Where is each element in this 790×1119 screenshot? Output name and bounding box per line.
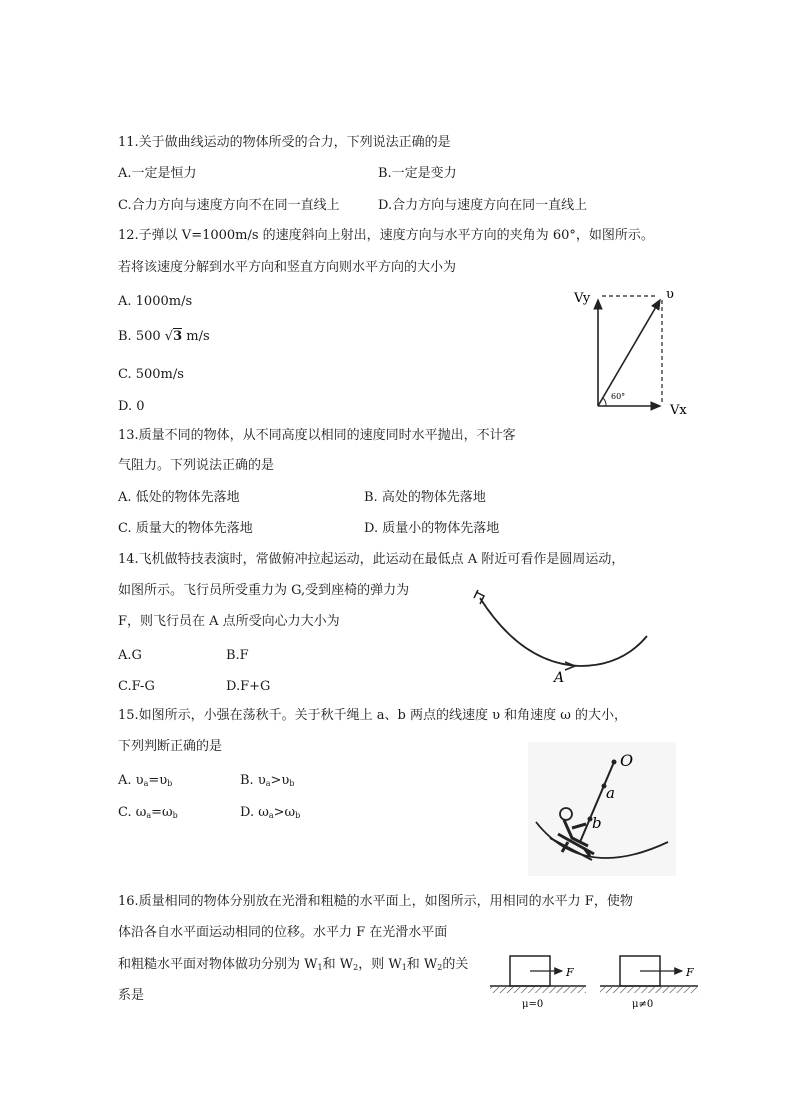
q12-option-b-unit: m/s bbox=[186, 329, 210, 344]
q13-option-b: B. 高处的物体先落地 bbox=[364, 490, 486, 505]
label-a: a bbox=[606, 784, 615, 802]
swing-figure bbox=[528, 742, 676, 876]
q13-option-c: C. 质量大的物体先落地 bbox=[118, 521, 253, 536]
q13-stem-line1: 13.质量不同的物体，从不同高度以相同的速度同时水平抛出，不计客 bbox=[118, 428, 516, 443]
q11-stem: 11.关于做曲线运动的物体所受的合力，下列说法正确的是 bbox=[118, 135, 451, 150]
q12-option-c: C. 500m/s bbox=[118, 367, 184, 382]
loop-path-figure bbox=[462, 586, 652, 686]
q14-option-b: B.F bbox=[226, 648, 249, 663]
surface-rough-hatch bbox=[600, 987, 698, 993]
vx-label: Vx bbox=[670, 403, 687, 418]
force-label-smooth: F bbox=[566, 966, 574, 979]
q12-option-b: B. 500 √3 m/s bbox=[118, 329, 210, 344]
q11-option-b: B.一定是变力 bbox=[378, 166, 457, 181]
q16-stem-line3: 和粗糙水平面对物体做功分别为 $W_1$和 $W_2$，则 $W_1$和 $W_2$的关 bbox=[118, 957, 469, 972]
q11-option-d: D.合力方向与速度方向在同一直线上 bbox=[378, 198, 588, 213]
q11-option-c: C.合力方向与速度方向不在同一直线上 bbox=[118, 198, 340, 213]
q14-stem-line1: 14.飞机做特技表演时，常做俯冲拉起运动，此运动在最低点 A 附近可看作是圆周运动， bbox=[118, 552, 625, 567]
q15-option-d: D. $\omega_a>\omega_b$ bbox=[240, 805, 301, 820]
q12-stem-line2: 若将该速度分解到水平方向和竖直方向则水平方向的大小为 bbox=[118, 260, 457, 275]
pivot-o bbox=[612, 760, 617, 765]
q14-option-d: D.F+G bbox=[226, 679, 271, 694]
swing-figure-background bbox=[528, 742, 676, 876]
q14-stem-line3: F，则飞行员在 A 点所受向心力大小为 bbox=[118, 614, 340, 629]
q12-option-b-root: 3 bbox=[173, 329, 183, 344]
angle-arc bbox=[603, 398, 606, 406]
point-a-label: A bbox=[554, 670, 565, 686]
q14-option-c: C.F-G bbox=[118, 679, 155, 694]
q12-option-d: D. 0 bbox=[118, 399, 145, 414]
q13-option-d: D. 质量小的物体先落地 bbox=[364, 521, 500, 536]
q13-stem-line2: 气阻力。下列说法正确的是 bbox=[118, 458, 275, 473]
vy-label: Vy bbox=[574, 291, 591, 306]
q16-stem-line2: 体沿各自水平面运动相同的位移。水平力 F 在光滑水平面 bbox=[118, 925, 448, 940]
q15-stem-line1: 15.如图所示，小强在荡秋千。关于秋千绳上 a、b 两点的线速度 υ 和角速度 ω 的大小， bbox=[118, 708, 628, 723]
flight-path bbox=[480, 598, 647, 666]
q15-option-a: A. $\upsilon_a=\upsilon_b$ bbox=[118, 773, 173, 788]
v-arrow bbox=[598, 300, 660, 406]
v-label: υ bbox=[666, 287, 674, 302]
q12-option-b-prefix: B. 500 bbox=[118, 329, 161, 344]
q15-option-c: C. $\omega_a=\omega_b$ bbox=[118, 805, 178, 820]
label-b: b bbox=[592, 814, 602, 832]
q11-option-a: A.一定是恒力 bbox=[118, 166, 197, 181]
q15-option-b: B. $\upsilon_a>\upsilon_b$ bbox=[240, 773, 295, 788]
friction-comparison-figure bbox=[486, 950, 700, 1012]
angle-label: 60° bbox=[611, 392, 626, 401]
force-label-rough: F bbox=[686, 966, 694, 979]
surface-smooth-hatch bbox=[490, 987, 586, 993]
velocity-decomposition-figure bbox=[566, 284, 691, 418]
q15-stem-line2: 下列判断正确的是 bbox=[118, 739, 223, 754]
mu-zero-label: μ=0 bbox=[522, 999, 544, 1010]
q16-stem-line4: 系是 bbox=[118, 988, 145, 1003]
q14-stem-line2: 如图所示。飞行员所受重力为 G,受到座椅的弹力为 bbox=[118, 583, 410, 598]
q14-option-a: A.G bbox=[118, 648, 142, 663]
mu-nonzero-label: μ≠0 bbox=[632, 999, 654, 1010]
label-o: O bbox=[620, 751, 634, 770]
q12-stem-line1: 12.子弹以 V=1000m/s 的速度斜向上射出，速度方向与水平方向的夹角为 60°，如图所示。 bbox=[118, 228, 654, 243]
q12-option-a: A. 1000m/s bbox=[118, 294, 193, 309]
q13-option-a: A. 低处的物体先落地 bbox=[118, 490, 240, 505]
q16-stem-line1: 16.质量相同的物体分别放在光滑和粗糙的水平面上，如图所示，用相同的水平力 F，使物 bbox=[118, 894, 633, 909]
